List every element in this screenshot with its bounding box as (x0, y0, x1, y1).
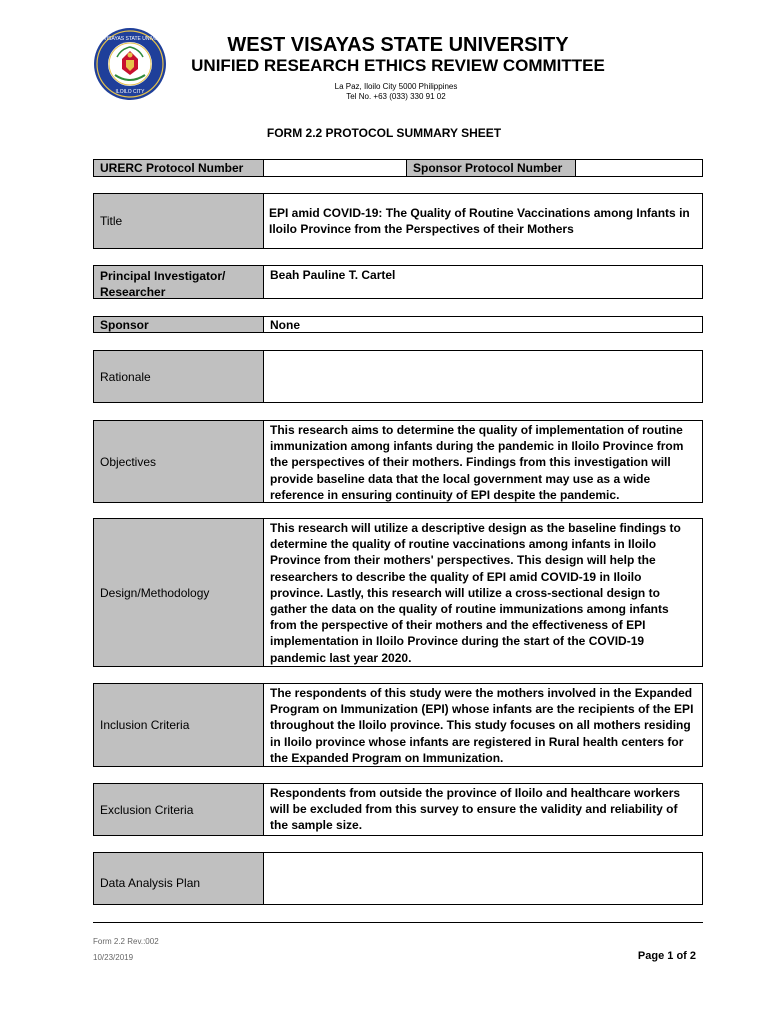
exclusion-criteria-label: Exclusion Criteria (94, 784, 264, 835)
form-revision: Form 2.2 Rev.:002 (93, 937, 159, 946)
data-analysis-plan-label: Data Analysis Plan (94, 853, 264, 904)
university-seal-logo (87, 27, 173, 101)
form-date: 10/23/2019 (93, 953, 134, 962)
title-label: Title (94, 194, 264, 248)
principal-investigator-row (93, 265, 703, 299)
sponsor-row (93, 316, 703, 333)
form-title: FORM 2.2 PROTOCOL SUMMARY SHEET (266, 126, 502, 140)
urerc-protocol-field[interactable] (264, 160, 407, 176)
address-block (296, 82, 496, 102)
sponsor-value[interactable]: None (270, 318, 300, 332)
urerc-protocol-label: URERC Protocol Number (94, 160, 264, 176)
design-methodology-label: Design/Methodology (94, 519, 264, 666)
data-analysis-plan-value[interactable] (264, 853, 702, 904)
rationale-row (93, 350, 703, 403)
title-value[interactable]: EPI amid COVID-19: The Quality of Routine Vaccinations among Infants in Iloilo Province from the Perspectives of their Mothers (269, 206, 690, 237)
rationale-label: Rationale (94, 351, 264, 402)
title-row (93, 193, 703, 249)
inclusion-criteria-row (93, 683, 703, 767)
protocol-number-row (93, 159, 703, 177)
footer-divider (93, 922, 703, 923)
sponsor-label: Sponsor (94, 317, 264, 332)
objectives-value[interactable]: This research aims to determine the quality of implementation of routine immunization among infants during the pandemic in Iloilo Province from the perspectives of their mothers. Findings from this investigation will provide baseline data that the local government may use as a wide reference in ensuring continuity of EPI despite the pandemic. (270, 423, 684, 502)
university-name: WEST VISAYAS STATE UNIVERSITY (227, 34, 569, 56)
logo-top-text: WEST VISAYAS STATE UNIVERSITY (87, 36, 173, 42)
rationale-value[interactable] (264, 351, 702, 402)
objectives-row (93, 420, 703, 503)
principal-investigator-value[interactable]: Beah Pauline T. Cartel (270, 268, 396, 282)
inclusion-criteria-label: Inclusion Criteria (94, 684, 264, 766)
data-analysis-plan-row (93, 852, 703, 905)
sponsor-protocol-field[interactable] (576, 160, 702, 176)
sponsor-protocol-label: Sponsor Protocol Number (407, 160, 576, 176)
exclusion-criteria-value[interactable]: Respondents from outside the province of Iloilo and healthcare workers will be excluded from this survey to ensure the validity and reliability of the sample size. (270, 786, 681, 833)
design-methodology-row (93, 518, 703, 667)
objectives-label: Objectives (94, 421, 264, 502)
address-line: La Paz, Iloilo City 5000 Philippines (334, 82, 458, 91)
phone-line: Tel No. +63 (033) 330 91 02 (346, 92, 446, 101)
logo-bottom-text: ILOILO CITY (115, 89, 145, 95)
committee-name: UNIFIED RESEARCH ETHICS REVIEW COMMITTEE (191, 56, 605, 75)
page-number: Page 1 of 2 (637, 950, 696, 962)
principal-investigator-label: Principal Investigator/ Researcher (94, 266, 264, 298)
exclusion-criteria-row (93, 783, 703, 836)
inclusion-criteria-value[interactable]: The respondents of this study were the mothers involved in the Expanded Program on Immunization (EPI) whose infants are the recipients of the EPI throughout the Iloilo province. This study focuses on all mothers residing in Iloilo province whose infants are registered in Rural health centers for the Expanded Program on Immunization. (270, 686, 694, 765)
design-methodology-value[interactable]: This research will utilize a descriptive design as the baseline findings to determine the quality of routine vaccinations among infants in Iloilo Province from their mothers' perspectives. This design will help the researchers to describe the quality of EPI amid COVID-19 in Iloilo province. Lastly, this research will utilize a cross-sectional design to gather the data on the quality of routine immunizations among infants from the perspective of their mothers and the effectiveness of EPI implementation in Iloilo Province during the start of the COVID-19 pandemic last year 2020. (270, 521, 681, 665)
